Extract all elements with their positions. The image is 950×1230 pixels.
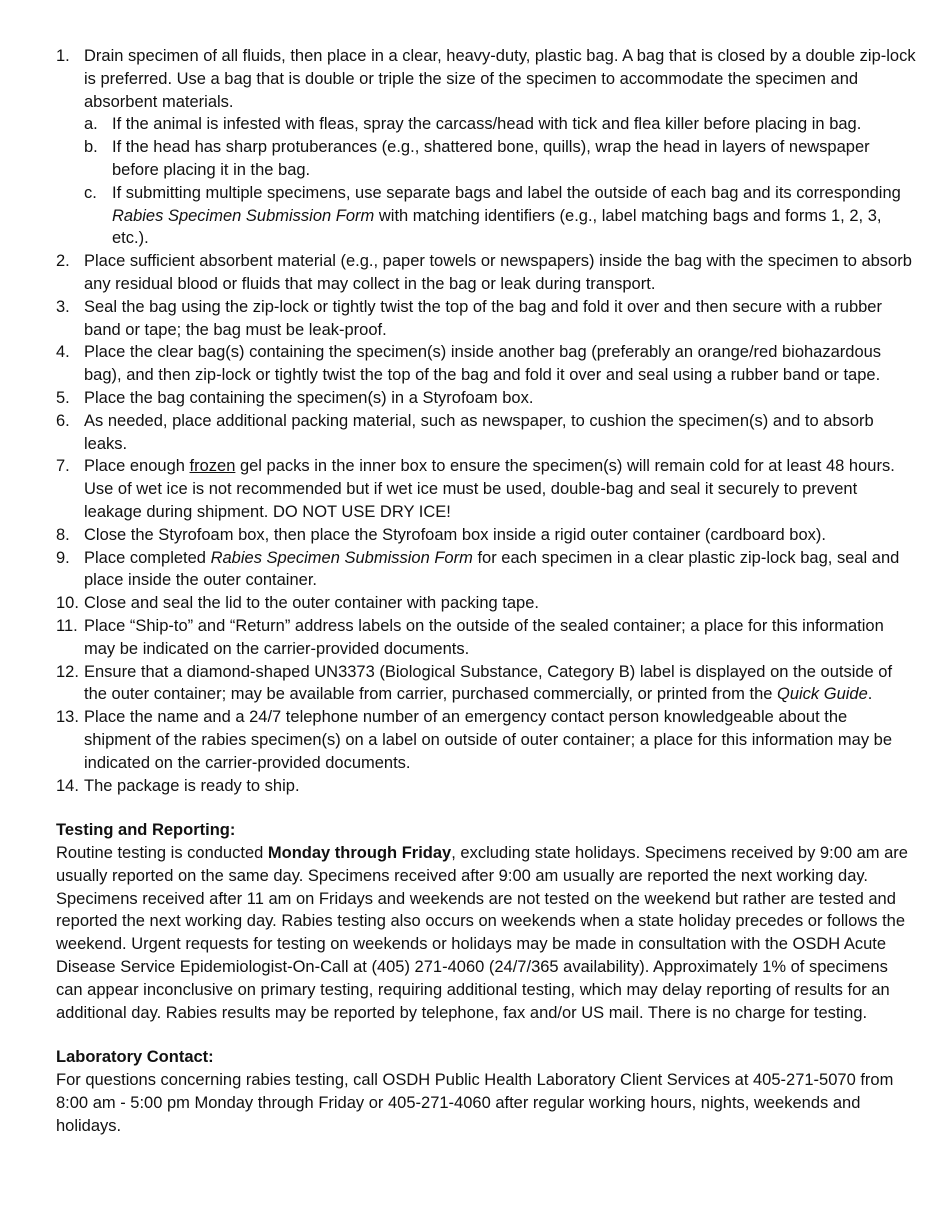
list-item [56, 341, 918, 387]
list-item [56, 775, 918, 798]
text-run: for each specimen in a clear plastic zip-lock bag, seal and place inside the outer container. [84, 548, 900, 590]
list-item [56, 250, 918, 296]
testing-paragraph [56, 842, 918, 1024]
step-text: Place “Ship-to” and “Return” address labels on the outside of the sealed container; a place for this information may be indicated on the carrier-provided documents. [84, 616, 884, 658]
text-run: , excluding state holidays. Specimens received by 9:00 am are usually reported on the same day. Specimens received after 9:00 am usually are reported the next working day. Specimens received after 11 am on Fridays and weekends are not tested on the weekend but rather are tested and reported the next working day. Rabies testing also occurs on weekends when a state holiday precedes or follows the weekend. Urgent requests for testing on weekends or holidays may be made in consultation with the OSDH Acute Disease Service Epidemiologist-On-Call at (405) 271-4060 (24/7/365 availability). Approximately 1% of specimens can appear inconclusive on primary testing, requiring additional testing, which may delay reporting of results for an additional day. Rabies results may be reported by telephone, fax and/or US mail. There is no charge for testing. [56, 844, 908, 1022]
list-item [56, 45, 918, 250]
text-run: If submitting multiple specimens, use separate bags and label the outside of each bag and its corresponding [112, 183, 901, 202]
step-number: 8. [56, 525, 70, 544]
shipping-steps-list [56, 45, 918, 797]
step-text [84, 457, 895, 521]
step-text: The package is ready to ship. [84, 776, 300, 795]
step-number: 2. [56, 252, 70, 271]
form-name-italic: Rabies Specimen Submission Form [210, 548, 473, 567]
list-item [56, 547, 918, 593]
list-item [56, 661, 918, 707]
substep-letter: b. [84, 138, 98, 157]
text-run: Place enough [84, 457, 190, 476]
text-run: Ensure that a diamond-shaped UN3373 (Biological Substance, Category B) label is displayed on the outside of the outer container; may be available from carrier, purchased commercially, or printed from the [84, 662, 893, 704]
list-item [84, 113, 918, 136]
step-number: 5. [56, 388, 70, 407]
step-number: 11. [56, 616, 78, 635]
list-item [56, 592, 918, 615]
form-name-italic: Rabies Specimen Submission Form [112, 206, 375, 225]
step-number: 12. [56, 662, 79, 681]
list-item [56, 296, 918, 342]
text-run: Routine testing is conducted [56, 844, 268, 863]
list-item [56, 387, 918, 410]
substep-text [112, 184, 901, 248]
frozen-underlined: frozen [189, 457, 236, 476]
step-text [84, 663, 892, 704]
weekdays-bold: Monday through Friday [267, 844, 452, 863]
step-number: 3. [56, 297, 70, 316]
substeps-list [84, 113, 918, 250]
step-number: 14. [56, 776, 79, 795]
list-item [56, 706, 918, 774]
step-text: Seal the bag using the zip-lock or tightly twist the top of the bag and fold it over and then secure with a rubber band or tape; the bag must be leak-proof. [84, 297, 882, 339]
step-number: 7. [56, 457, 70, 476]
step-text: As needed, place additional packing material, such as newspaper, to cushion the specimen(s) and to absorb leaks. [84, 411, 874, 453]
contact-paragraph: For questions concerning rabies testing, call OSDH Public Health Laboratory Client Services at 405-271-5070 from 8:00 am - 5:00 pm Monday through Friday or 405-271-4060 after regular working hours, nights, weekends and holidays. [56, 1071, 894, 1135]
step-text: Place the clear bag(s) containing the specimen(s) inside another bag (preferably an orange/red biohazardous bag), and then zip-lock or tightly twist the top of the bag and fold it over and seal using a rubber band or tape. [84, 343, 882, 385]
text-run: . [867, 685, 873, 704]
quick-guide-italic: Quick Guide [777, 685, 868, 704]
list-item [84, 182, 918, 250]
step-number: 4. [56, 343, 70, 362]
step-text: Place the name and a 24/7 telephone number of an emergency contact person knowledgeable about the shipment of the rabies specimen(s) on a label on outside of outer container; a place for this information may be indicated on the carrier-provided documents. [84, 708, 893, 772]
step-number: 10. [56, 594, 79, 613]
list-item [56, 524, 918, 547]
step-text: Drain specimen of all fluids, then place in a clear, heavy-duty, plastic bag. A bag that is closed by a double zip-lock is preferred. Use a bag that is double or triple the size of the specimen to accommodate the specimen and absorbent materials. [84, 47, 916, 111]
list-item [56, 615, 918, 661]
text-run: Place completed [84, 548, 211, 567]
testing-heading: Testing and Reporting: [56, 821, 236, 840]
step-text: Place sufficient absorbent material (e.g., paper towels or newspapers) inside the bag with the specimen to absorb any residual blood or fluids that may collect in the bag or leak during transport. [84, 252, 912, 293]
list-item [84, 136, 918, 182]
text-run: with matching identifiers (e.g., label matching bags and forms 1, 2, 3, etc.). [112, 206, 882, 248]
step-text [84, 549, 899, 590]
text-run: gel packs in the inner box to ensure the specimen(s) will remain cold for at least 48 hours. Use of wet ice is not recommended but if wet ice must be used, double-bag and seal it securely to prevent leakage during shipment. DO NOT USE DRY ICE! [84, 457, 895, 521]
substep-letter: a. [84, 115, 98, 134]
list-item [56, 455, 918, 523]
substep-letter: c. [84, 183, 97, 202]
step-number: 6. [56, 411, 70, 430]
step-text: Close the Styrofoam box, then place the Styrofoam box inside a rigid outer container (cardboard box). [84, 525, 826, 544]
list-item [56, 410, 918, 456]
step-text: Close and seal the lid to the outer container with packing tape. [84, 594, 539, 613]
step-text: Place the bag containing the specimen(s) in a Styrofoam box. [84, 388, 534, 407]
step-number: 9. [56, 548, 70, 567]
step-number: 13. [56, 708, 79, 727]
substep-text: If the animal is infested with fleas, spray the carcass/head with tick and flea killer before placing in bag. [112, 115, 862, 134]
contact-heading: Laboratory Contact: [56, 1048, 214, 1067]
substep-text: If the head has sharp protuberances (e.g., shattered bone, quills), wrap the head in layers of newspaper before placing it in the bag. [112, 138, 870, 179]
step-number: 1. [56, 47, 70, 65]
